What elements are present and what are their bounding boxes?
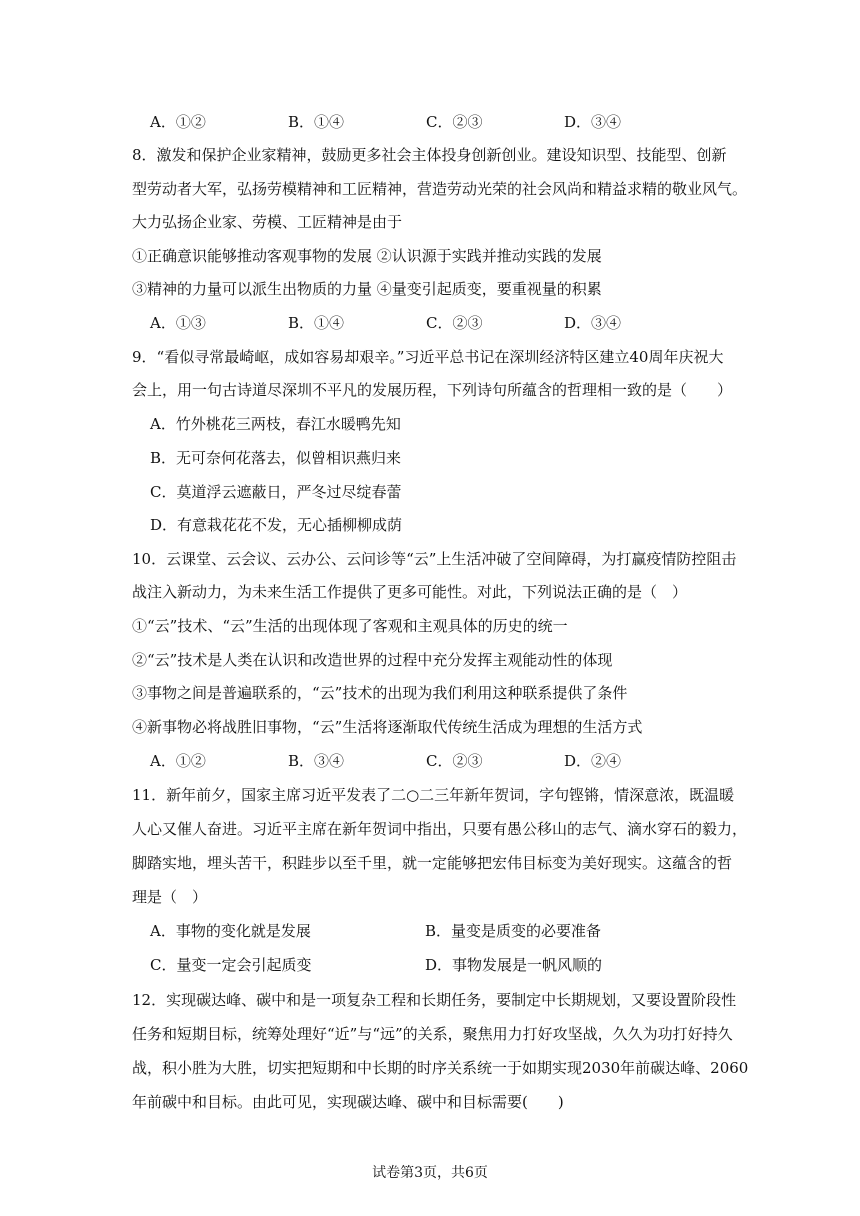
q10-statement: ①“云”技术、“云”生活的出现体现了客观和主观具体的历史的统一 [132, 617, 568, 635]
q7-option-a: A．①② [150, 113, 206, 131]
q10-option-c: C．②③ [426, 752, 483, 770]
q7-option-d: D．③④ [564, 113, 622, 131]
q8-option-a: A．①③ [150, 314, 206, 332]
q11-stem-line: 11．新年前夕，国家主席习近平发表了二○二三年新年贺词，字句铿锵，情深意浓，既温暖 [132, 786, 735, 804]
q8-statement: ③精神的力量可以派生出物质的力量 ④量变引起质变，要重视量的积累 [132, 280, 602, 298]
q9-option-c: C．莫道浮云遮蔽日，严冬过尽绽春蕾 [150, 483, 402, 501]
q11-option-d: D．事物发展是一帆风顺的 [425, 956, 603, 974]
q11-stem-line: 理是（ ） [132, 888, 208, 906]
q8-stem-line: 8．激发和保护企业家精神，鼓励更多社会主体投身创新创业。建设知识型、技能型、创新 [132, 146, 727, 164]
q9-option-a: A．竹外桃花三两枝，春江水暖鸭先知 [150, 415, 401, 433]
q9-option-b: B．无可奈何花落去，似曾相识燕归来 [150, 449, 402, 467]
q10-option-d: D．②④ [564, 752, 622, 770]
q8-option-d: D．③④ [564, 314, 622, 332]
q10-statement: ③事物之间是普遍联系的，“云”技术的出现为我们利用这种联系提供了条件 [132, 684, 628, 702]
q11-options-row [150, 953, 740, 977]
q8-option-b: B．①④ [288, 314, 345, 332]
q10-stem-line: 战注入新动力，为未来生活工作提供了更多可能性。对此，下列说法正确的是（ ） [132, 583, 688, 601]
q11-option-b: B．量变是质变的必要准备 [425, 922, 602, 940]
page-footer: 试卷第3页，共6页 [372, 1165, 488, 1181]
q7-option-c: C．②③ [426, 113, 483, 131]
q9-stem-line: 会上，用一句古诗道尽深圳不平凡的发展历程，下列诗句所蕴含的哲理相一致的是（ ） [132, 381, 733, 399]
q8-stem-line: 大力弘扬企业家、劳模、工匠精神是由于 [132, 213, 403, 231]
q12-stem-line: 12．实现碳达峰、碳中和是一项复杂工程和长期任务，要制定中长期规划，又要设置阶段性 [132, 991, 737, 1009]
q7-options [150, 110, 740, 134]
q8-option-c: C．②③ [426, 314, 483, 332]
q9-option-d: D．有意栽花花不发，无心插柳柳成荫 [150, 516, 403, 534]
q9-stem-line: 9．“看似寻常最崎岖，成如容易却艰辛。”习近平总书记在深圳经济特区建立40周年庆祝大 [132, 348, 724, 366]
q8-statement: ①正确意识能够推动客观事物的发展 ②认识源于实践并推动实践的发展 [132, 247, 602, 265]
q10-options [150, 749, 740, 773]
q11-option-c: C．量变一定会引起质变 [150, 956, 312, 974]
q10-option-b: B．③④ [288, 752, 345, 770]
q12-stem-line: 战，积小胜为大胜，切实把短期和中长期的时序关系统一于如期实现2030年前碳达峰、2060 [132, 1059, 749, 1077]
q10-option-a: A．①② [150, 752, 206, 770]
q11-stem-line: 脚踏实地，埋头苦干，积跬步以至千里，就一定能够把宏伟目标变为美好现实。这蕴含的哲 [132, 854, 733, 872]
q8-options [150, 311, 740, 335]
q10-stem-line: 10．云课堂、云会议、云办公、云问诊等“云”上生活冲破了空间障碍，为打赢疫情防控阻击 [132, 550, 737, 568]
q12-stem-line: 任务和短期目标，统筹处理好“近”与“远”的关系，聚焦用力打好攻坚战，久久为功打好持久 [132, 1025, 733, 1043]
q11-stem-line: 人心又催人奋进。习近平主席在新年贺词中指出，只要有愚公移山的志气、滴水穿石的毅力， [132, 820, 748, 838]
q10-statement: ④新事物必将战胜旧事物，“云”生活将逐渐取代传统生活成为理想的生活方式 [132, 718, 643, 736]
q8-stem-line: 型劳动者大军，弘扬劳模精神和工匠精神，营造劳动光荣的社会风尚和精益求精的敬业风气。 [132, 180, 748, 198]
q7-option-b: B．①④ [288, 113, 345, 131]
q11-options-row [150, 919, 740, 943]
q12-stem-line: 年前碳中和目标。由此可见，实现碳达峰、碳中和目标需要( ) [132, 1093, 564, 1111]
q11-option-a: A．事物的变化就是发展 [150, 922, 311, 940]
q10-statement: ②“云”技术是人类在认识和改造世界的过程中充分发挥主观能动性的体现 [132, 651, 613, 669]
